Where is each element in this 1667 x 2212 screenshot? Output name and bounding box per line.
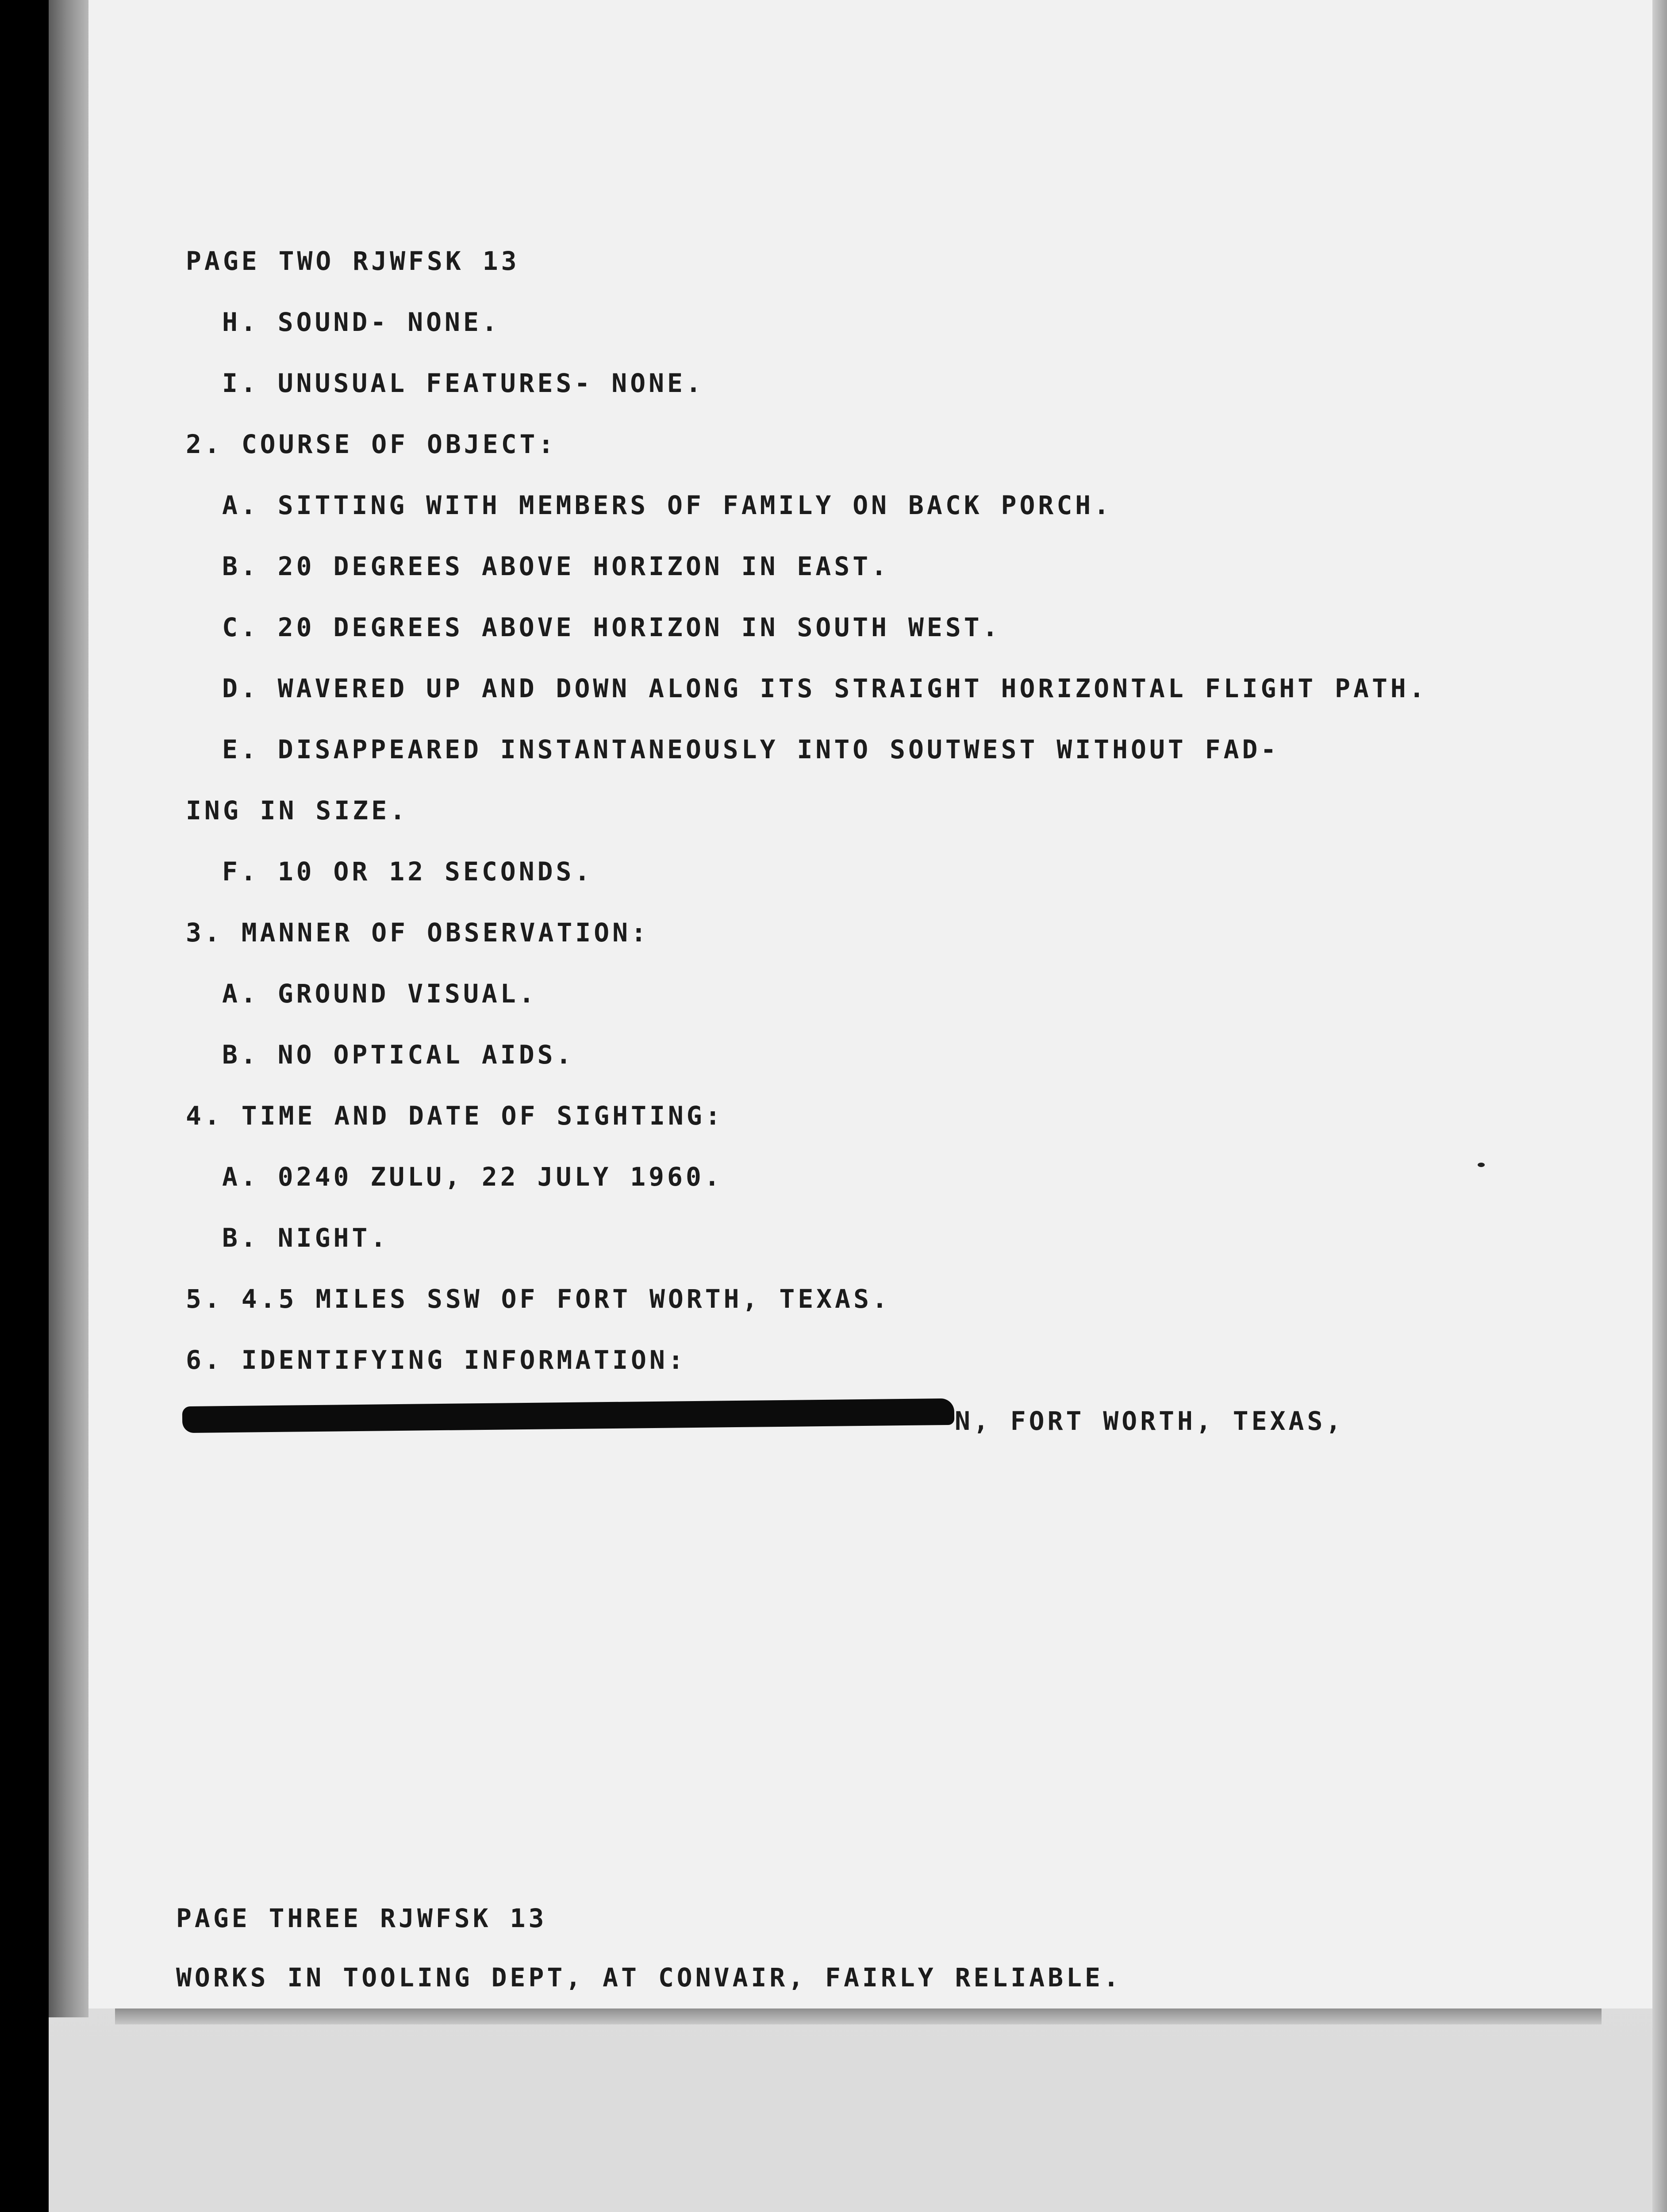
item-2e-line2: ING IN SIZE.: [186, 795, 409, 826]
section-2-course-of-object: 2. COURSE OF OBJECT:: [186, 429, 557, 459]
item-4b: B. NIGHT.: [222, 1223, 389, 1253]
item-i-unusual-features: I. UNUSUAL FEATURES- NONE.: [222, 368, 704, 398]
item-h-sound: H. SOUND- NONE.: [222, 307, 500, 337]
section-4-time-and-date: 4. TIME AND DATE OF SIGHTING:: [186, 1101, 724, 1131]
section-3-manner-of-observation: 3. MANNER OF OBSERVATION:: [186, 918, 649, 948]
item-2c: C. 20 DEGREES ABOVE HORIZON IN SOUTH WEST.: [222, 612, 1001, 642]
section-6-identifying-information: 6. IDENTIFYING INFORMATION:: [186, 1345, 687, 1375]
item-2e-line1: E. DISAPPEARED INSTANTANEOUSLY INTO SOUTWEST WITHOUT FAD-: [222, 734, 1279, 764]
page-three-header: PAGE THREE RJWFSK 13: [176, 1903, 547, 1933]
scan-right-edge: [1652, 0, 1667, 2212]
item-2b: B. 20 DEGREES ABOVE HORIZON IN EAST.: [222, 551, 890, 581]
item-3a: A. GROUND VISUAL.: [222, 979, 538, 1009]
item-4a: A. 0240 ZULU, 22 JULY 1960.: [222, 1162, 723, 1192]
ink-speck: [1478, 1163, 1485, 1167]
page-three-line-1: WORKS IN TOOLING DEPT, AT CONVAIR, FAIRLY RELIABLE.: [176, 1962, 1122, 1993]
page-two-header: PAGE TWO RJWFSK 13: [186, 246, 520, 276]
identifying-info-tail: N, FORT WORTH, TEXAS,: [955, 1406, 1344, 1436]
item-2d: D. WAVERED UP AND DOWN ALONG ITS STRAIGHT HORIZONTAL FLIGHT PATH.: [222, 673, 1428, 703]
film-edge: [49, 0, 88, 2017]
item-2f: F. 10 OR 12 SECONDS.: [222, 856, 593, 887]
page-bottom-shadow: [115, 2008, 1602, 2024]
section-5-location: 5. 4.5 MILES SSW OF FORT WORTH, TEXAS.: [186, 1284, 891, 1314]
item-3b: B. NO OPTICAL AIDS.: [222, 1040, 575, 1070]
item-2a: A. SITTING WITH MEMBERS OF FAMILY ON BACK PORCH.: [222, 490, 1113, 520]
